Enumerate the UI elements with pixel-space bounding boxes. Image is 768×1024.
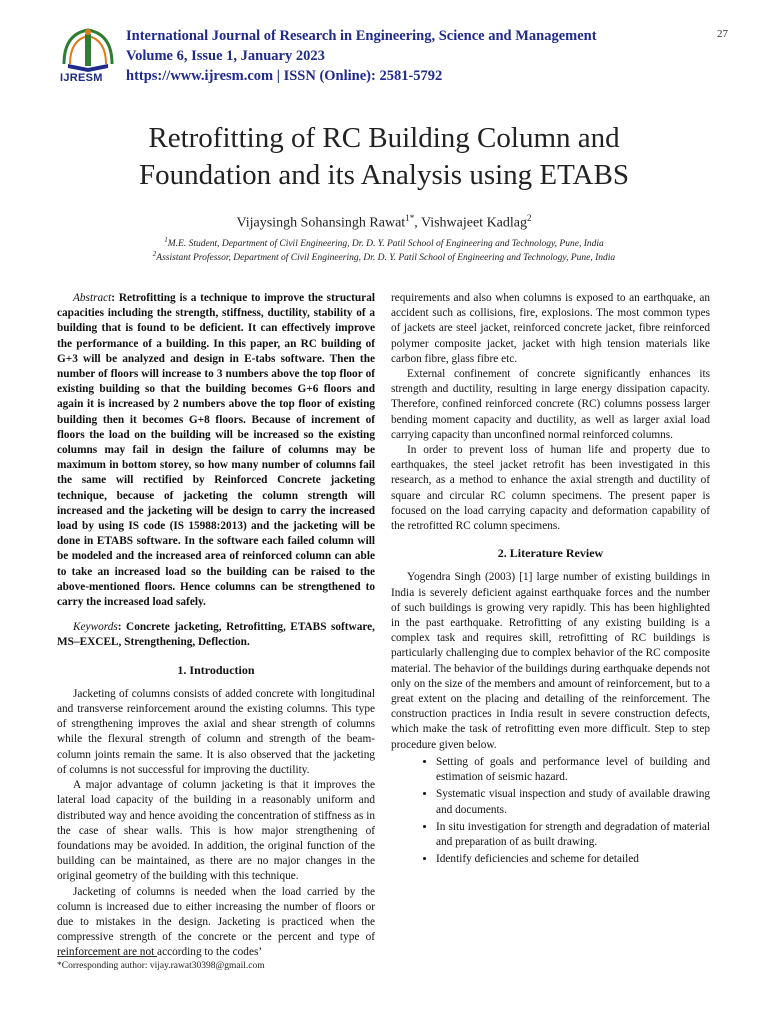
- journal-logo: [58, 24, 118, 90]
- section-heading-introduction: 1. Introduction: [177, 662, 255, 677]
- affiliation-1: [60, 236, 708, 249]
- left-column: [57, 291, 375, 961]
- title-line-1: Retrofitting of RC Building Column and: [148, 122, 620, 154]
- section-heading-literature-review: 2. Literature Review: [497, 546, 604, 561]
- list-item: • In situ investigation for strength and degradation of material and preparation of as built drawing.: [436, 820, 710, 850]
- author-line: [60, 213, 708, 232]
- right-column: [391, 291, 710, 869]
- corresponding-author-footnote: *Corresponding author: vijay.rawat30398@gmail.com: [57, 961, 265, 971]
- page-number: 27: [717, 28, 728, 40]
- affiliation-1-sup: 1: [164, 236, 168, 244]
- keywords-text: : Concrete jacketing, Retrofitting, ETABS software, MS–EXCEL, Strengthening, Deflection.: [57, 621, 375, 649]
- list-item: • Setting of goals and performance level of building and estimation of seismic hazard.: [436, 755, 710, 785]
- title-line-2: Foundation and its Analysis using ETABS: [139, 159, 629, 191]
- list-item: • Systematic visual inspection and study of available drawing and documents.: [436, 787, 710, 817]
- intro-paragraph-5: External confinement of concrete significantly enhances its strength and ductility, resulting in large energy dissipation capacity. Therefore, confined reinforced concrete (RC) columns possess larger bending moment capacity and ductility, as well as larger axial load carrying capacity than unconfined normal reinforced columns.: [391, 368, 710, 441]
- footnote-divider: [57, 956, 157, 957]
- abstract-label: Abstract: [73, 292, 112, 304]
- journal-header: [58, 24, 728, 90]
- abstract-text: : Retrofitting is a technique to improve the structural capacities including the strength, stiffness, ductility, stability of a building that is found to be deficient. It can effectively improve the performance of a building. In this paper, an RC building of G+3 will be analyzed and design in E-tabs software. Then the number of floors will increase to 3 numbers above the top floor of existing building so that the building becomes G+6 floors and again it is increased by 2 numbers above the top floor of existing building then it becomes G+8 floors. Because of increment of floors the load on the building will be increased so the existing columns may fail in design the failure of columns may be maximum in bottom storey, so how many number of columns fail the same will rectified by Reinforced Concrete jacketing technique, because of jacketing the column strength will increased and the jacketing will be design to carry the increased load by using IS code (IS 15988:2013) and the jacketing will be done in ETABS software. In the software each failed column will be modeled and the increased area of reinforced column can able to take an increased load so the building can be raised to the above-mentioned floors. Hence columns can be strengthened to carry the increased load safely.: [57, 292, 375, 609]
- affiliation-2: [60, 250, 708, 263]
- literature-paragraph-1: Yogendra Singh (2003) [1] large number of existing buildings in India is severely deficient against earthquake forces and the number of such buildings is growing very rapidly. This has been highlighted in the past earthquake. Retrofitting of any existing building is a complex task and requires skill, retrofitting of RC buildings is particularly challenging due to complex behavior of the RC composite material. The behavior of the buildings during earthquake depends not only on the size of the members and amount of reinforcement, but to a great extent on the placing and detailing of the reinforcement. The construction practices in India result in severe construction defects, which make the task of retrofitting even more difficult. Step to step procedure given below.: [391, 571, 710, 751]
- author-1-sup: 1*: [405, 213, 415, 223]
- affiliation-2-sup: 2: [152, 250, 157, 258]
- intro-paragraph-2: A major advantage of column jacketing is that it improves the lateral load capacity of the building in a reasonably uniform and distributed way and hence avoiding the concentration of stiffness as in the case of shear walls. This is how major strengthening of foundations may be avoided. In addition, the original function of the building can be maintained, as there are no major changes in the original geometry of the building with this technique.: [57, 779, 375, 883]
- list-item: • Identify deficiencies and scheme for detailed: [436, 852, 710, 867]
- keywords: [57, 620, 375, 650]
- abstract: [57, 291, 375, 610]
- affiliation-1-text: M.E. Student, Department of Civil Engineering, Dr. D. Y. Patil School of Engineering and Technology, Pune, India: [167, 239, 604, 250]
- journal-web-issn[interactable]: https://www.ijresm.com | ISSN (Online): 2581-5792: [126, 68, 443, 84]
- procedure-list: [391, 755, 710, 867]
- keywords-label: Keywords: [73, 621, 118, 634]
- author-1: Vijaysingh Sohansingh Rawat: [236, 215, 406, 231]
- author-separator: ,: [414, 215, 421, 231]
- intro-paragraph-1: Jacketing of columns consists of added concrete with longitudinal and transverse reinforcement around the existing columns. This type of strengthening improves the axial and shear strength of columns while the flexural strength of column and strength of the beam-column joints remain the same. It is also observed that the jacketing of columns is not successful for improving the ductility.: [57, 687, 375, 776]
- affiliation-2-text: Assistant Professor, Department of Civil Engineering, Dr. D. Y. Patil School of Engineering and Technology, Pune, India: [156, 253, 616, 264]
- logo-text: IJRESM: [60, 72, 103, 84]
- book-logo-icon: [58, 24, 118, 72]
- paper-title: [60, 120, 708, 194]
- journal-volume: Volume 6, Issue 1, January 2023: [126, 48, 325, 64]
- journal-name: International Journal of Research in Engineering, Science and Management: [126, 28, 597, 44]
- intro-paragraph-6: In order to prevent loss of human life and property due to earthquakes, the steel jacket retrofit has been investigated in this research, as a method to enhance the axial strength and ductility of square and circular RC column specimens. The present paper is focused on the load carrying capacity and deformation capability of the retrofitted RC column specimens.: [391, 444, 710, 533]
- intro-paragraph-3: Jacketing of columns is needed when the load carried by the column is increased due to either increasing the number of floors or due to mistakes in the design. Jacketing is practiced when the compressive strength of the concrete or the percent and type of reinforcement are not according to the codes’: [57, 885, 375, 959]
- author-2: Vishwajeet Kadlag: [420, 215, 528, 231]
- journal-info: [126, 26, 597, 86]
- intro-paragraph-4: requirements and also when columns is exposed to an earthquake, an accident such as collisions, fire, explosions. The most common types of jackets are steel jacket, reinforced concrete jacket, fibre reinforced polymer composite jacket, jacket with high tension materials like carbon fibre, glass fibre etc.: [391, 292, 710, 365]
- author-2-sup: 2: [527, 213, 532, 223]
